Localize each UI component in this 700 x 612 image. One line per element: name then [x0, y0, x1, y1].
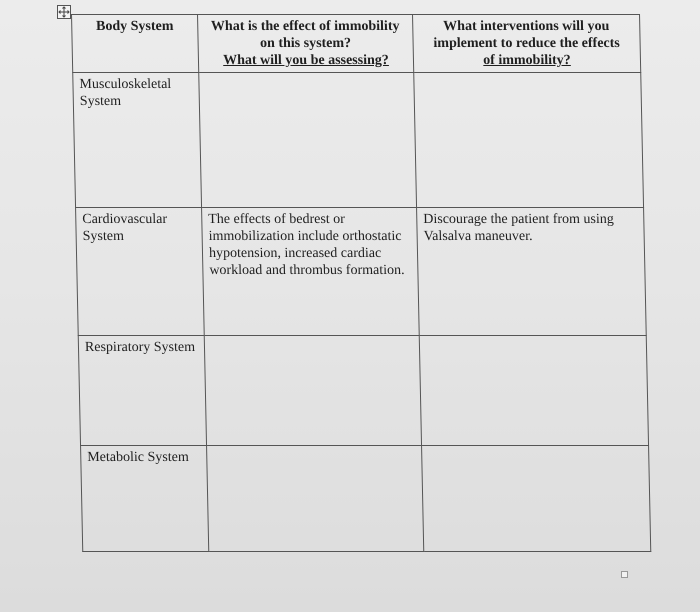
system-label-line: Cardiovascular [82, 212, 168, 227]
intervention-cell[interactable] [419, 336, 648, 446]
table-resize-handle-icon[interactable] [621, 571, 628, 578]
header-interventions[interactable] [413, 15, 641, 73]
intervention-text-line: Valsalva maneuver. [423, 229, 533, 244]
table-move-handle-icon[interactable] [57, 5, 71, 19]
intervention-cell[interactable] [422, 446, 651, 552]
effect-text-line: immobilization include orthostatic [208, 229, 402, 244]
system-label-line: System [79, 94, 122, 109]
header-line: Body System [95, 19, 174, 34]
header-line: on this system? [259, 36, 352, 51]
system-label-line: Respiratory System [84, 340, 196, 355]
header-line: What will you be assessing? [222, 53, 389, 68]
system-label-line: System [82, 229, 125, 244]
system-cell[interactable] [81, 446, 209, 552]
header-row [72, 15, 641, 73]
table-row-respiratory [78, 336, 648, 446]
system-cell[interactable] [73, 73, 202, 208]
effect-cell[interactable] [202, 208, 420, 336]
intervention-cell[interactable] [414, 73, 644, 208]
header-line: What interventions will you [443, 19, 610, 34]
effect-cell[interactable] [207, 446, 424, 552]
effect-cell[interactable] [199, 73, 417, 208]
system-cell[interactable] [76, 208, 205, 336]
effect-text-line: hypotension, increased cardiac [208, 246, 382, 261]
effect-cell[interactable] [204, 336, 421, 446]
effect-text-line: workload and thrombus formation. [209, 263, 405, 278]
system-label-line: Metabolic System [87, 450, 189, 465]
effect-text-line: The effects of bedrest or [208, 212, 346, 227]
header-line: of immobility? [483, 53, 571, 68]
intervention-cell[interactable] [417, 208, 647, 336]
table-row-musculoskeletal [73, 73, 644, 208]
system-cell[interactable] [78, 336, 206, 446]
table-row-cardiovascular [76, 208, 647, 336]
header-line: What is the effect of immobility [210, 19, 400, 34]
header-effect[interactable] [198, 15, 414, 73]
system-label-line: Musculoskeletal [79, 77, 172, 92]
four-way-arrow-icon [58, 6, 70, 18]
intervention-text-line: Discourage the patient from using [423, 212, 614, 227]
header-line: implement to reduce the effects [433, 36, 620, 51]
immobility-worksheet-table [71, 14, 651, 552]
table-row-metabolic [81, 446, 651, 552]
header-body-system[interactable] [72, 15, 199, 73]
